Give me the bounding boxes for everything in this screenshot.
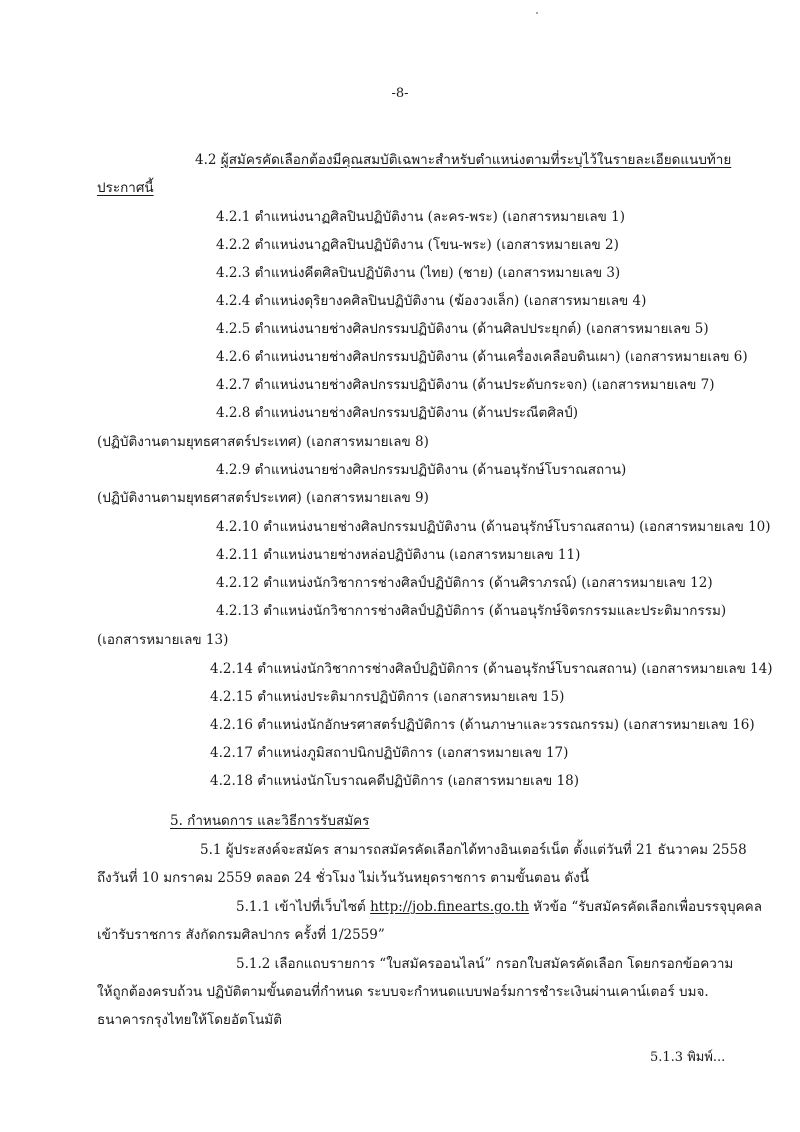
paragraph-5-1-1-suffix: หัวข้อ “รับสมัครคัดเลือกเพื่อบรรจุบุคคล <box>528 899 762 915</box>
list-item-cont: (ปฏิบัติงานตามยุทธศาสตร์ประเทศ) (เอกสารหมายเลข 9) <box>97 490 429 506</box>
list-item: 4.2.14 ตำแหน่งนักวิชาการช่างศิลป์ปฏิบัติการ (ด้านอนุรักษ์โบราณสถาน) (เอกสารหมายเลข 14) <box>210 661 773 677</box>
section-5-heading: 5. กำหนดการ และวิธีการรับสมัคร <box>170 813 370 829</box>
section-4-2-number: 4.2 <box>195 152 217 168</box>
scan-speck <box>536 12 538 14</box>
section-4-2-heading <box>195 151 731 169</box>
list-item: 4.2.3 ตำแหน่งคีตศิลปินปฏิบัติงาน (ไทย) (ชาย) (เอกสารหมายเลข 3) <box>216 265 621 281</box>
paragraph-5-1: 5.1 ผู้ประสงค์จะสมัคร สามารถสมัครคัดเลือกได้ทางอินเตอร์เน็ต ตั้งแต่วันที่ 21 ธันวาคม 2558 <box>200 842 747 858</box>
website-link[interactable]: http://job.finearts.go.th <box>370 899 529 915</box>
list-item: 4.2.9 ตำแหน่งนายช่างศิลปกรรมปฏิบัติงาน (ด้านอนุรักษ์โบราณสถาน) <box>216 462 627 478</box>
list-item: 4.2.10 ตำแหน่งนายช่างศิลปกรรมปฏิบัติงาน (ด้านอนุรักษ์โบราณสถาน) (เอกสารหมายเลข 10) <box>216 519 771 535</box>
paragraph-5-1-cont: ถึงวันที่ 10 มกราคม 2559 ตลอด 24 ชั่วโมง ไม่เว้นวันหยุดราชการ ตามขั้นตอน ดังนี้ <box>97 870 589 886</box>
list-item: 4.2.17 ตำแหน่งภูมิสถาปนิกปฏิบัติการ (เอกสารหมายเลข 17) <box>210 745 569 761</box>
list-item: 4.2.18 ตำแหน่งนักโบราณคดีปฏิบัติการ (เอกสารหมายเลข 18) <box>210 773 580 789</box>
list-item: 4.2.4 ตำแหน่งดุริยางคศิลปินปฏิบัติงาน (ฆ้องวงเล็ก) (เอกสารหมายเลข 4) <box>216 293 647 309</box>
list-item: 4.2.12 ตำแหน่งนักวิชาการช่างศิลป์ปฏิบัติการ (ด้านศิราภรณ์) (เอกสารหมายเลข 12) <box>216 575 713 591</box>
list-item-cont: (ปฏิบัติงานตามยุทธศาสตร์ประเทศ) (เอกสารหมายเลข 8) <box>97 434 429 450</box>
list-item: 4.2.8 ตำแหน่งนายช่างศิลปกรรมปฏิบัติงาน (ด้านประณีตศิลป์) <box>216 405 578 421</box>
list-item: 4.2.1 ตำแหน่งนาฏศิลปินปฏิบัติงาน (ละคร-พระ) (เอกสารหมายเลข 1) <box>216 209 625 225</box>
list-item: 4.2.5 ตำแหน่งนายช่างศิลปกรรมปฏิบัติงาน (ด้านศิลปประยุกต์) (เอกสารหมายเลข 5) <box>216 321 709 337</box>
paragraph-5-1-1-prefix: 5.1.1 เข้าไปที่เว็บไซต์ <box>236 899 371 915</box>
list-item: 4.2.16 ตำแหน่งนักอักษรศาสตร์ปฏิบัติการ (ด้านภาษาและวรรณกรรม) (เอกสารหมายเลข 16) <box>210 717 755 733</box>
continuation-marker: 5.1.3 พิมพ์... <box>650 1050 726 1065</box>
section-4-2-heading-cont: ประกาศนี้ <box>97 180 154 196</box>
list-item: 4.2.11 ตำแหน่งนายช่างหล่อปฏิบัติงาน (เอกสารหมายเลข 11) <box>216 547 581 563</box>
section-4-2-heading-text: ผู้สมัครคัดเลือกต้องมีคุณสมบัติเฉพาะสำหรับตำแหน่งตามที่ระบุไว้ในรายละเอียดแนบท้าย <box>220 152 732 168</box>
paragraph-5-1-1 <box>236 898 762 916</box>
paragraph-5-1-2-cont: ธนาคารกรุงไทยให้โดยอัตโนมัติ <box>97 1012 282 1028</box>
list-item-cont: (เอกสารหมายเลข 13) <box>97 632 229 648</box>
paragraph-5-1-2: 5.1.2 เลือกแถบรายการ “ใบสมัครออนไลน์” กรอกใบสมัครคัดเลือก โดยกรอกข้อความ <box>236 956 734 972</box>
page-number: -8- <box>391 86 409 101</box>
list-item: 4.2.7 ตำแหน่งนายช่างศิลปกรรมปฏิบัติงาน (ด้านประดับกระจก) (เอกสารหมายเลข 7) <box>216 377 715 393</box>
list-item: 4.2.15 ตำแหน่งประติมากรปฏิบัติการ (เอกสารหมายเลข 15) <box>210 689 565 705</box>
list-item: 4.2.2 ตำแหน่งนาฏศิลปินปฏิบัติงาน (โขน-พระ) (เอกสารหมายเลข 2) <box>216 237 619 253</box>
list-item: 4.2.13 ตำแหน่งนักวิชาการช่างศิลป์ปฏิบัติการ (ด้านอนุรักษ์จิตรกรรมและประติมากรรม) <box>216 603 727 619</box>
paragraph-5-1-2-cont: ให้ถูกต้องครบถ้วน ปฏิบัติตามขั้นตอนที่กำหนด ระบบจะกำหนดแบบฟอร์มการชำระเงินผ่านเคาน์เตอร์ บมจ. <box>97 984 709 1000</box>
list-item: 4.2.6 ตำแหน่งนายช่างศิลปกรรมปฏิบัติงาน (ด้านเครื่องเคลือบดินเผา) (เอกสารหมายเลข 6) <box>216 349 748 365</box>
paragraph-5-1-1-cont: เข้ารับราชการ สังกัดกรมศิลปากร ครั้งที่ 1/2559” <box>97 927 385 943</box>
